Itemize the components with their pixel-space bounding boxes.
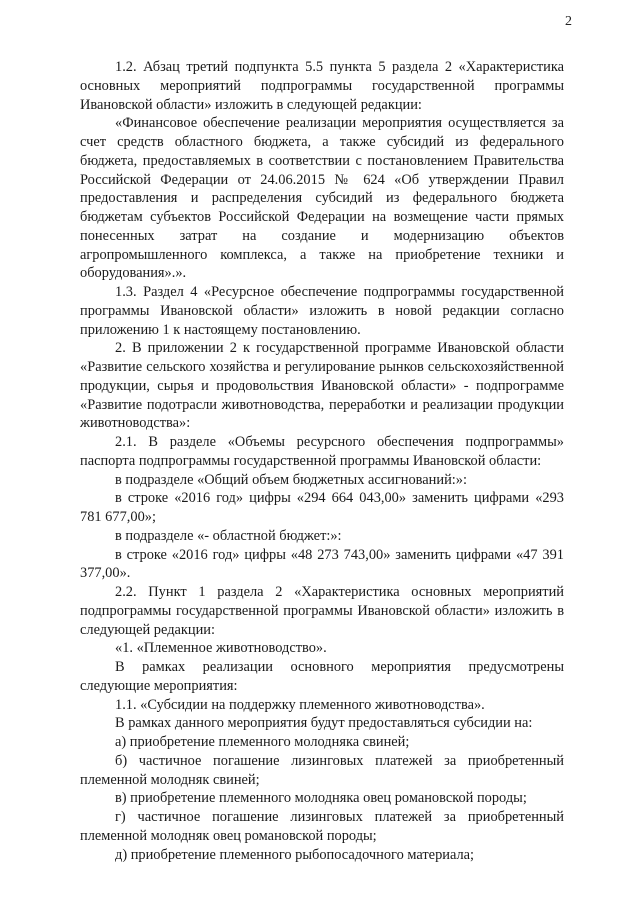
paragraph-financing: «Финансовое обеспечение реализации мероприятия осуществляется за счет средств областного бюджета, а также субсидий из федерального бюджета, предоставляемых в соответствии с постановлением Правительства Российской Федерации от 24.06.2015 № 624 «Об утверждении Правил предоставления и распределения субсидий из федерального бюджета бюджетам субъектов Российской Федерации на возмещение части прямых понесенных затрат на создание и модернизацию объектов агропромышленного комплекса, а также на приобретение техники и оборудования».». [80,115,564,282]
paragraph-2-1: 2.1. В разделе «Объемы ресурсного обеспечения подпрограммы» паспорта подпрограммы государственной программы Ивановской области: [80,434,564,469]
paragraph-breeding-title: «1. «Племенное животноводство». [115,640,327,657]
paragraph-1-1: 1.1. «Субсидии на поддержку племенного животноводства». [115,696,485,713]
document-body [80,58,564,864]
list-item-g: г) частичное погашение лизинговых платежей за приобретенный племенной молодняк овец романовской породы; [80,809,564,844]
list-item-b: б) частичное погашение лизинговых платежей за приобретенный племенной молодняк свиней; [80,752,564,788]
paragraph-2-2: 2.2. Пункт 1 раздела 2 «Характеристика основных мероприятий подпрограммы государственной программы Ивановской области» изложить в следующей редакции: [80,584,564,638]
paragraph-1-2: 1.2. Абзац третий подпункта 5.5 пункта 5 раздела 2 «Характеристика основных мероприятий подпрограммы государственной программы Ивановской области» изложить в следующей редакции: [80,59,564,113]
list-item-d: д) приобретение племенного рыбопосадочного материала; [115,846,475,863]
paragraph-regional-budget: в подразделе «- областной бюджет:»: [115,527,342,544]
paragraph-2016-total: в строке «2016 год» цифры «294 664 043,00» заменить цифрами «293 781 677,00»; [80,490,564,525]
paragraph-2016-regional: в строке «2016 год» цифры «48 273 743,00» заменить цифрами «47 391 377,00». [80,546,564,582]
paragraph-subsidies-intro: В рамках данного мероприятия будут предоставляться субсидии на: [115,715,533,732]
page-number: 2 [565,14,572,29]
paragraph-2: 2. В приложении 2 к государственной программе Ивановской области «Развитие сельского хозяйства и регулирование рынков сельскохозяйственной продукции, сырья и продовольствия Ивановской области» - подпрограмме «Развитие подотрасли животноводства, переработки и реализации продукции животноводства»: [80,340,564,432]
paragraph-1-3: 1.3. Раздел 4 «Ресурсное обеспечение подпрограммы государственной программы Ивановской области» изложить в новой редакции согласно приложению 1 к настоящему постановлению. [80,284,564,338]
paragraph-total-budget: в подразделе «Общий объем бюджетных ассигнований:»: [115,471,467,488]
list-item-a: а) приобретение племенного молодняка свиней; [115,734,410,750]
list-item-v: в) приобретение племенного молодняка овец романовской породы; [115,790,527,807]
paragraph-main-activity: В рамках реализации основного мероприятия предусмотрены следующие мероприятия: [80,659,564,694]
